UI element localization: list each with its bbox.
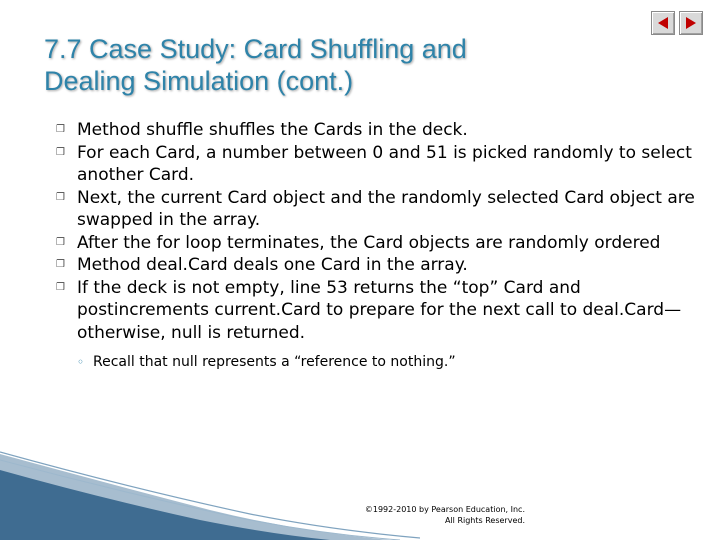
bullet-item xyxy=(56,142,696,187)
bullet-icon: ❒ xyxy=(56,191,65,203)
copyright-line: ©1992-2010 by Pearson Education, Inc. xyxy=(364,505,525,514)
bullet-icon: ❒ xyxy=(56,281,65,293)
copyright-footer xyxy=(365,504,525,526)
decorative-swoosh xyxy=(0,440,720,540)
triangle-right-icon xyxy=(683,15,699,31)
bullet-text: For each Card, a number between 0 and 51 is picked randomly to select another Card. xyxy=(77,142,692,185)
bullet-item xyxy=(56,277,696,373)
next-slide-button[interactable] xyxy=(679,11,703,35)
bullet-text: Next, the current Card object and the randomly selected Card object are swapped in the array. xyxy=(77,187,695,230)
sub-bullet-item xyxy=(77,352,696,372)
bullet-text: After the for loop terminates, the Card objects are randomly ordered xyxy=(77,232,661,253)
bullet-list xyxy=(56,119,696,372)
triangle-left-icon xyxy=(655,15,671,31)
title-line-2: Dealing Simulation (cont.) xyxy=(44,66,354,96)
bullet-item xyxy=(56,119,696,142)
previous-slide-button[interactable] xyxy=(651,11,675,35)
bullet-icon: ❒ xyxy=(56,146,65,158)
sub-bullet-list xyxy=(77,352,696,372)
bullet-icon: ❒ xyxy=(56,124,65,135)
bullet-text: Method deal.Card deals one Card in the array. xyxy=(77,255,468,275)
slide-title xyxy=(44,33,624,97)
slide-navigation xyxy=(651,11,703,35)
bullet-item xyxy=(56,187,696,232)
title-line-1: 7.7 Case Study: Card Shuffling and xyxy=(44,34,467,64)
bullet-item xyxy=(56,232,696,255)
rights-line: All Rights Reserved. xyxy=(444,516,525,525)
sub-bullet-text: Recall that null represents a “reference to nothing.” xyxy=(93,354,456,370)
bullet-icon: ❒ xyxy=(56,259,65,270)
sub-bullet-icon: ◦ xyxy=(77,355,85,369)
bullet-text: Method shuffle shuffles the Cards in the deck. xyxy=(77,120,468,140)
bullet-icon: ❒ xyxy=(56,236,65,248)
bullet-item xyxy=(56,254,696,277)
bullet-text: If the deck is not empty, line 53 returns the “top” Card and postincrements current.Card to prepare for the next call to deal.Card—otherwise, null is returned. xyxy=(77,277,682,343)
